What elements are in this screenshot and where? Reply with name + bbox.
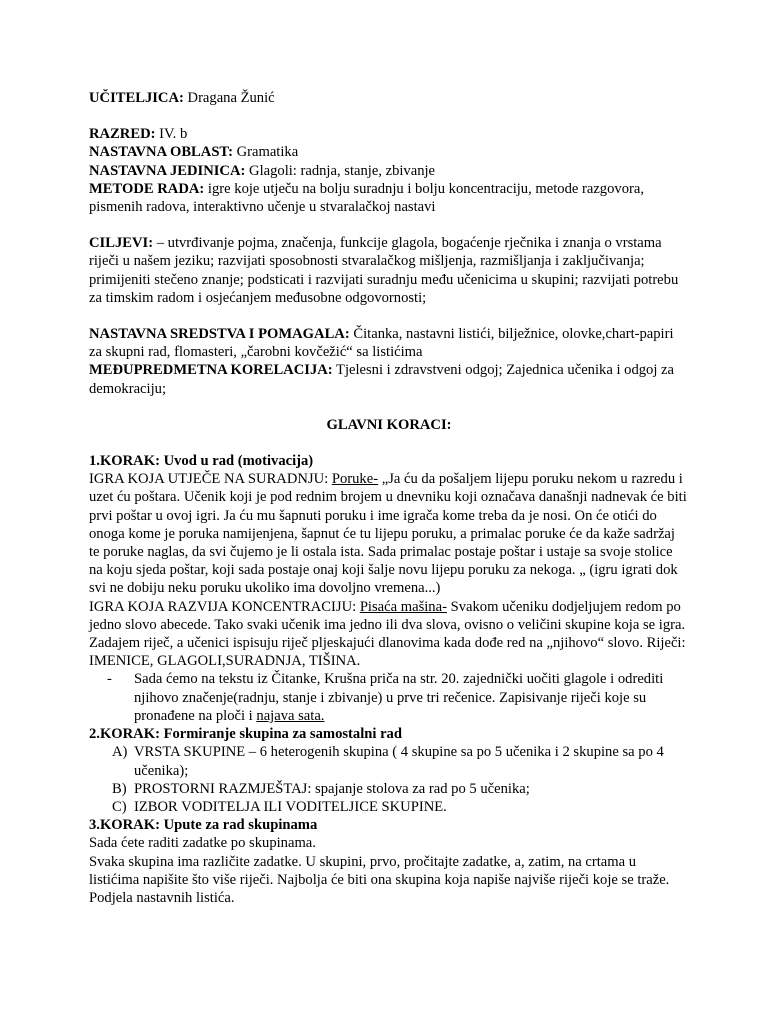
list-item-text: VRSTA SKUPINE – 6 heterogenih skupina ( 4 skupine sa po 5 učenika i 2 skupine sa po 4 učenika); bbox=[134, 744, 664, 779]
game1-name: Poruke- bbox=[331, 471, 379, 488]
step1-game2-paragraph bbox=[89, 598, 689, 671]
list-item-text: IZBOR VODITELJA ILI VODITELJICE SKUPINE. bbox=[134, 798, 447, 815]
area-label: NASTAVNA OBLAST: bbox=[89, 144, 233, 161]
teacher-label: UČITELJICA: bbox=[89, 90, 184, 106]
game2-name: Pisaća mašina- bbox=[359, 598, 447, 615]
teacher-name: Dragana Žunić bbox=[183, 90, 275, 106]
grade-value: IV. b bbox=[155, 126, 188, 143]
materials-value: Čitanka, nastavni listići, bilježnice, olovke,chart-papiri za skupni rad, flomasteri, „čarobni kovčežić“ sa listićima bbox=[89, 326, 674, 361]
materials-paragraph bbox=[89, 325, 689, 361]
list-item-text: PROSTORNI RAZMJEŠTAJ: spajanje stolova za rad po 5 učenika; bbox=[134, 780, 530, 797]
step3-heading bbox=[89, 816, 689, 834]
step1-bullet-list bbox=[89, 670, 689, 725]
unit-label: NASTAVNA JEDINICA: bbox=[89, 162, 246, 179]
bullet-text: Sada ćemo na tekstu iz Čitanke, Krušna priča na str. 20. zajednički uočiti glagole i odrediti njihovo značenje(radnju, stanje i zbivanje) u prve tri rečenice. Zapisivanje riječi koje su pronađene na ploči i bbox=[134, 671, 664, 724]
list-marker: C) bbox=[112, 798, 127, 815]
area-value: Gramatika bbox=[232, 144, 299, 161]
correlation-label: MEĐUPREDMETNA KORELACIJA: bbox=[89, 362, 333, 379]
game1-prefix: IGRA KOJA UTJEČE NA SURADNJU: bbox=[89, 471, 332, 488]
materials-label: NASTAVNA SREDSTVA I POMAGALA: bbox=[89, 326, 350, 343]
main-heading bbox=[89, 416, 689, 434]
grade-line bbox=[89, 125, 689, 143]
unit-line bbox=[89, 162, 689, 180]
list-marker: B) bbox=[112, 780, 127, 797]
goals-label: CILJEVI: bbox=[89, 235, 154, 252]
step1-heading-text: 1.KORAK: Uvod u rad (motivacija) bbox=[89, 453, 314, 470]
teacher-line bbox=[89, 89, 689, 107]
game2-text: Svakom učeniku dodjeljujem redom po jedno slovo abecede. Tako svaki učenik ima jedno ili dva slova, ovisno o veličini skupine koja se igra. Zadajem riječ, a učenici ispisuju riječ pljeskajući dlanovima kada dođe red na „njihovo“ slovo. Riječi: IMENICE, GLAGOLI,SURADNJA, TIŠINA. bbox=[89, 598, 686, 670]
goals-value: – utvrđivanje pojma, značenja, funkcije glagola, bogaćenje rječnika i znanja o vrstama riječi u našem jeziku; razvijati sposobnosti stvaralačkog mišljenja, razmišljanja i zaključivanja; primijeniti stečeno znanje; podsticati i razvijati suradnju među učenicima u skupini; razvijati potrebu za timskim radom i osjećanjem međusobne odgovornosti; bbox=[89, 235, 679, 306]
list-marker: A) bbox=[112, 744, 128, 761]
unit-value: Glagoli: radnja, stanje, zbivanje bbox=[245, 162, 436, 179]
correlation-value: Tjelesni i zdravstveni odgoj; Zajednica učenika i odgoj za demokraciju; bbox=[89, 362, 674, 397]
step3-line2: Svaka skupina ima različite zadatke. U skupini, prvo, pročitajte zadatke, a, zatim, na crtama u listićima napišite što više riječi. Najbolja će biti ona skupina koja napiše najviše riječi koje se traže. bbox=[89, 853, 670, 888]
list-item bbox=[112, 798, 689, 816]
main-heading-text: GLAVNI KORACI: bbox=[326, 416, 452, 433]
step3-line1: Sada ćete raditi zadatke po skupinama. bbox=[89, 835, 316, 852]
step3-line3: Podjela nastavnih listića. bbox=[89, 889, 235, 906]
methods-line bbox=[89, 180, 689, 216]
step1-heading bbox=[89, 452, 689, 470]
step2-list bbox=[89, 743, 689, 816]
lesson-plan-document bbox=[89, 89, 689, 907]
grade-label: RAZRED: bbox=[89, 126, 156, 143]
area-line bbox=[89, 143, 689, 161]
bullet-underlined-text: najava sata. bbox=[256, 707, 325, 724]
step2-heading-text: 2.KORAK: Formiranje skupina za samostalni rad bbox=[89, 726, 402, 743]
step2-heading bbox=[89, 725, 689, 743]
correlation-paragraph bbox=[89, 361, 689, 397]
methods-value: igre koje utječu na bolju suradnju i bolju koncentraciju, metode razgovora, pismenih radova, interaktivno učenje u stvaralačkoj nastavi bbox=[89, 180, 644, 216]
step1-game1-paragraph bbox=[89, 470, 689, 597]
list-item bbox=[134, 670, 689, 725]
methods-label: METODE RADA: bbox=[89, 180, 205, 197]
goals-paragraph bbox=[89, 234, 689, 307]
list-item bbox=[112, 780, 689, 798]
game1-text: „Ja ću da pošaljem lijepu poruku nekom u razredu i uzet ću poštara. Učenik koji je pod rednim brojem u dnevniku koji označava današnji nadnevak će biti prvi poštar u ovoj igri. Ja ću mu šapnuti poruku i ime igrača kome treba da je nosi. On će otići do onoga kome je poruka namijenjena, šapnut će tu lijepu poruku, a primalac poruke će da kaže sadržaj te poruke naglas, da svi čujemo je li ostala ista. Sada primalac postaje poštar i ustaje sa svoje stolice na koju sjeda poštar, koji sada postaje onaj koji šalje novu lijepu poruku za nekoga. „ (igru igrati dok svi ne dobiju neku poruku ukoliko ima dovoljno vremena...) bbox=[89, 471, 687, 597]
list-item bbox=[112, 743, 689, 779]
step3-heading-text: 3.KORAK: Upute za rad skupinama bbox=[89, 817, 318, 834]
game2-prefix: IGRA KOJA RAZVIJA KONCENTRACIJU: bbox=[89, 598, 360, 615]
